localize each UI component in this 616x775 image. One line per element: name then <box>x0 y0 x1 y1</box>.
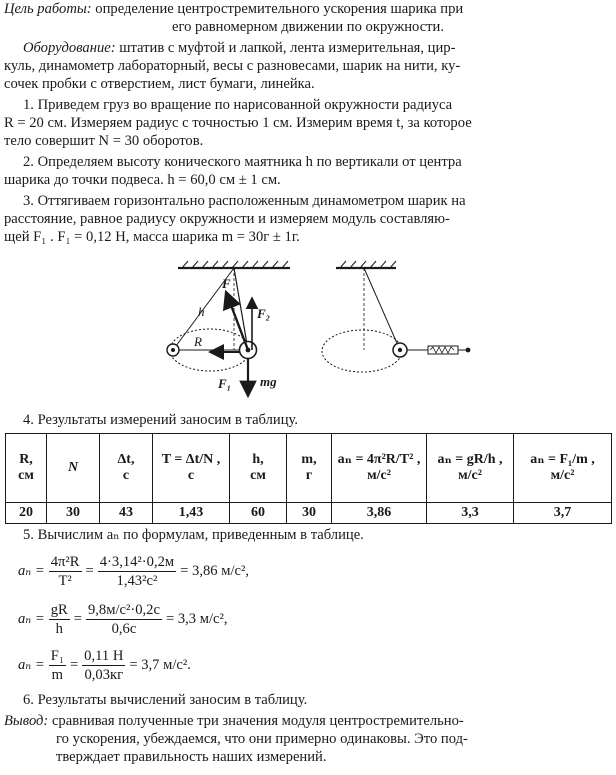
equipment-label: Оборудование: <box>23 40 116 56</box>
conclusion-line-3: тверждает правильность наших измерений. <box>56 749 327 765</box>
step-1-line-1: 1. Приведем груз во вращение по нарисованной окружности радиуса <box>23 97 453 113</box>
header-cell: aₙ = F₁/m , м/с² <box>514 434 612 503</box>
goal-label: Цель работы: <box>4 1 92 17</box>
formula-2-substituted: $\frac{\text{9,8м/с²·0,2с}}{0,6с}$ <box>87 602 160 637</box>
header-cell: T = Δt/N , с <box>153 434 230 503</box>
conclusion-label: Вывод: <box>4 713 49 729</box>
goal-line-1 <box>4 1 463 19</box>
formula-3-fraction: $\frac{\text{F₁}}{m}$ <box>50 648 64 683</box>
step-2-line-2: шарика до точки подвеса. h = 60,0 см ± 1 см. <box>4 172 281 188</box>
formula-2-result: = 3,3 м/с², <box>165 610 228 627</box>
header-cell: aₙ = gR/h , м/с² <box>427 434 514 503</box>
header-cell: aₙ = 4π²R/T² , м/с² <box>332 434 427 503</box>
equipment-line-2: куль, динамометр лабораторный, весы с разновесами, шарик на нити, ку- <box>4 58 461 74</box>
step-2-line-1: 2. Определяем высоту конического маятника h по вертикали от центра <box>23 154 462 170</box>
header-cell: N <box>47 434 100 503</box>
formula-1-result: = 3,86 м/с², <box>180 562 250 579</box>
formula-3-result: = 3,7 м/с². <box>129 656 191 673</box>
step-1-line-3: тело совершит N = 30 оборотов. <box>4 133 204 149</box>
step-3-line-3: щей F₁ . F₁ = 0,12 Н, масса шарика m = 30г ± 1г. <box>4 229 300 245</box>
formula-3-lhs: aₙ = <box>18 656 45 673</box>
right-support <box>336 261 396 268</box>
conclusion-line-1 <box>4 713 464 731</box>
step-1-line-2: R = 20 см. Измеряем радиус с точностью 1 см. Измерим время t, за которое <box>4 115 472 131</box>
value-cell: 30 <box>287 503 332 524</box>
value-cell: 3,3 <box>427 503 514 524</box>
value-cell: 30 <box>47 503 100 524</box>
label-F2: F₂ <box>257 306 271 321</box>
table-header-row <box>6 434 612 503</box>
formula-3 <box>18 647 195 684</box>
header-cell: h, см <box>230 434 287 503</box>
label-h: h <box>198 304 205 319</box>
force-F-arrow <box>226 292 248 350</box>
formula-2 <box>18 601 232 638</box>
value-cell: 1,43 <box>153 503 230 524</box>
formula-1-lhs: aₙ = <box>18 562 45 579</box>
pendulum-figure <box>150 258 480 408</box>
formula-1-fraction: $\frac{\text{4π²R}}{\text{T²}}$ <box>50 554 80 589</box>
label-R: R <box>194 334 202 349</box>
header-cell: m, г <box>287 434 332 503</box>
step-6: 6. Результаты вычислений заносим в таблицу. <box>23 692 308 708</box>
formula-1-equals: = <box>85 562 94 579</box>
step-3-line-2: расстояние, равное радиусу окружности и измеряем модуль составляю- <box>4 211 450 227</box>
dynamometer <box>407 346 470 354</box>
value-cell: 20 <box>6 503 47 524</box>
formula-1-substituted: $\frac{\text{4·3,14²·0,2м}}{\text{1,43²с²}}$ <box>99 554 175 589</box>
right-string <box>234 268 248 350</box>
formula-2-equals: = <box>73 610 82 627</box>
formula-2-fraction: $\frac{gR}{h}$ <box>50 602 68 637</box>
value-cell: 43 <box>100 503 153 524</box>
left-support <box>178 261 290 268</box>
conclusion-line-2: го ускорения, убеждаемся, что они примерно одинаковы. Это под- <box>56 731 468 747</box>
table-row <box>6 503 612 524</box>
header-cell: Δt, с <box>100 434 153 503</box>
right-orbit-ellipse <box>322 330 402 372</box>
formula-3-substituted: $\frac{0,11 Н}{0,03кг}$ <box>84 648 124 683</box>
formula-3-equals: = <box>69 656 79 673</box>
value-cell: 3,86 <box>332 503 427 524</box>
value-cell: 60 <box>230 503 287 524</box>
label-F1: F₁ <box>218 376 232 391</box>
label-mg: mg <box>260 374 277 389</box>
formula-2-lhs: aₙ = <box>18 610 45 627</box>
step-4: 4. Результаты измерений заносим в таблицу. <box>23 412 298 428</box>
results-table <box>5 433 612 524</box>
equipment-line-1 <box>23 40 455 58</box>
right-pendulum-string <box>364 268 400 350</box>
goal-line-2: его равномерном движении по окружности. <box>171 19 445 35</box>
equipment-text-1: штатив с муфтой и лапкой, лента измерительная, цир- <box>115 40 456 56</box>
step-3-line-1: 3. Оттягиваем горизонтально расположенным динамометром шарик на <box>23 193 466 209</box>
value-cell: 3,7 <box>514 503 612 524</box>
goal-text-1: определение центростремительного ускорения шарика при <box>91 1 464 17</box>
label-F: F <box>222 276 231 291</box>
equipment-line-3: сочек пробки с отверстием, лист бумаги, линейка. <box>4 76 315 92</box>
conclusion-text-1: сравнивая полученные три значения модуля центростремительно- <box>48 713 464 729</box>
step-5: 5. Вычислим aₙ по формулам, приведенным в таблице. <box>23 527 364 543</box>
header-cell: R, см <box>6 434 47 503</box>
formula-1 <box>18 553 253 590</box>
